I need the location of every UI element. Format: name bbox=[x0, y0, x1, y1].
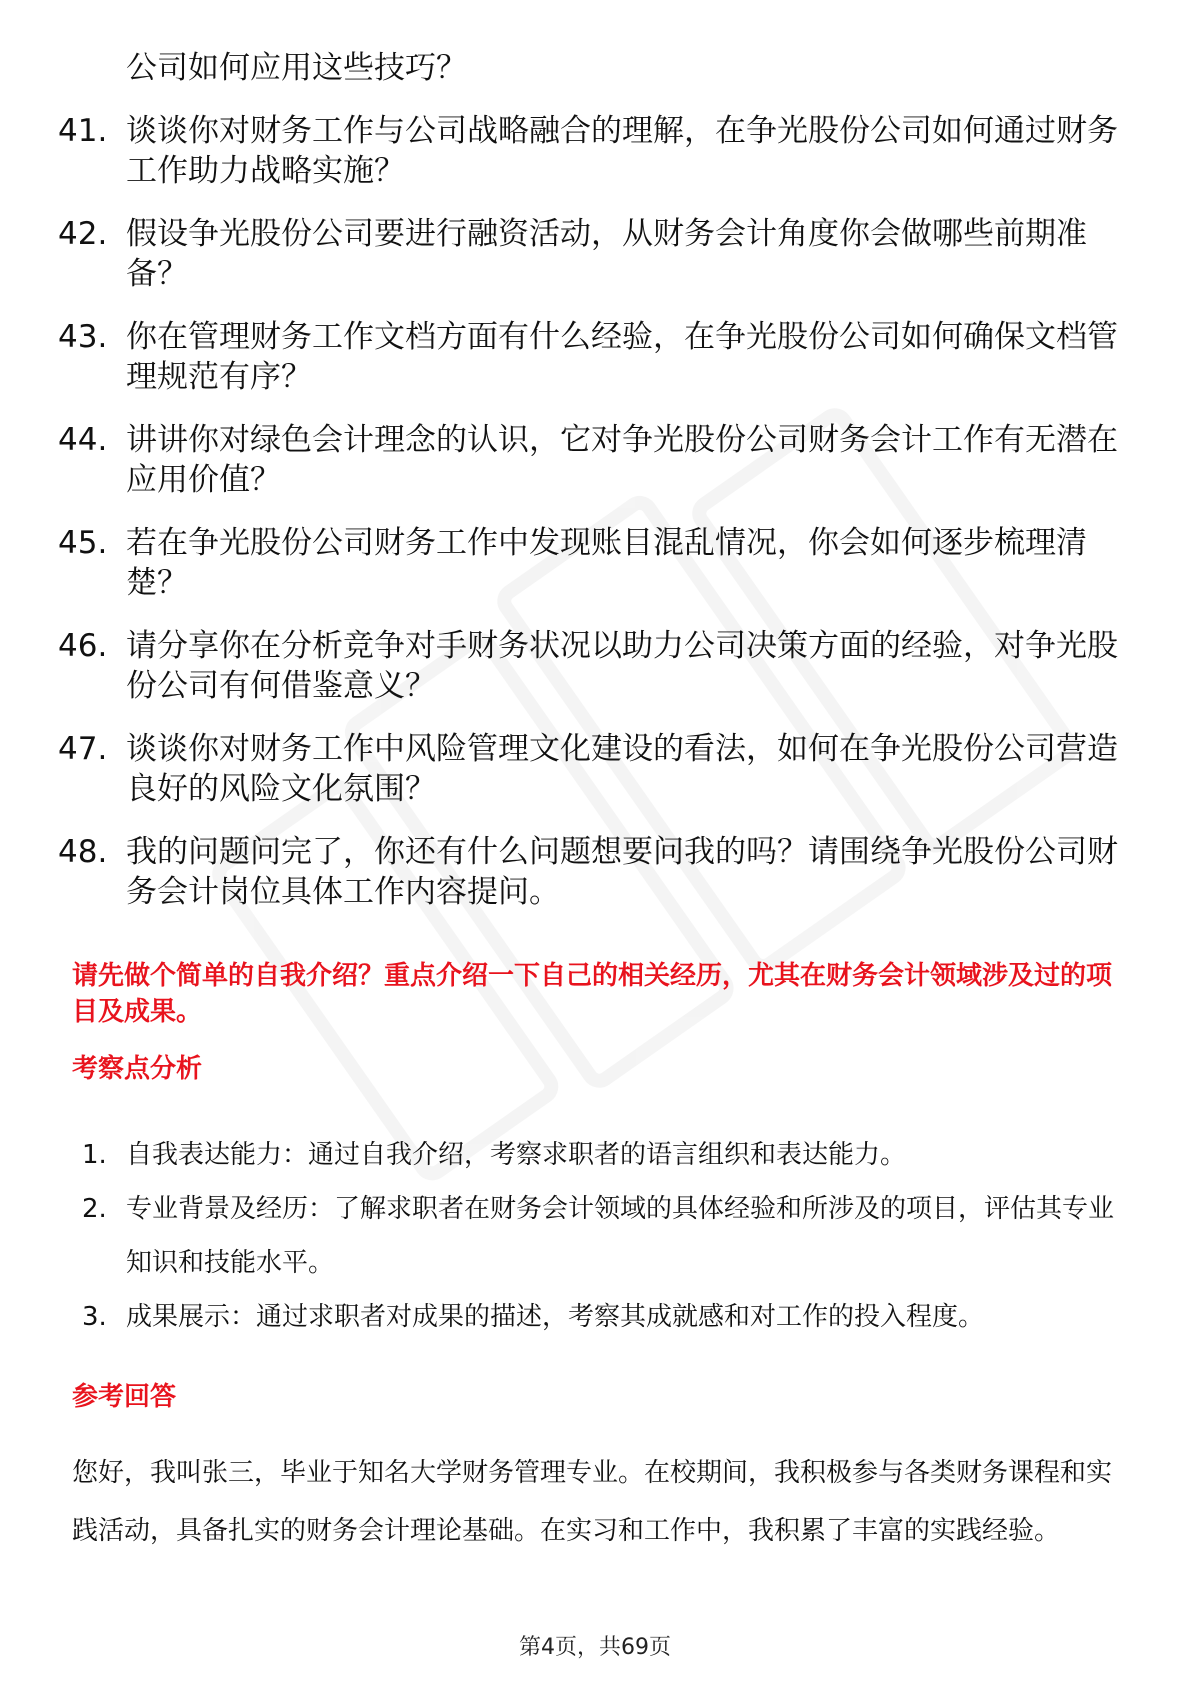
question-text: 若在争光股份公司财务工作中发现账目混乱情况，你会如何逐步梳理清楚？ bbox=[126, 525, 1087, 601]
answer-title: 参考回答 bbox=[72, 1382, 177, 1412]
analysis-point-number: 1. bbox=[82, 1140, 107, 1170]
question-list bbox=[58, 48, 1118, 935]
analysis-point-text: 成果展示：通过求职者对成果的描述，考察其成就感和对工作的投入程度。 bbox=[126, 1302, 985, 1332]
question-text: 谈谈你对财务工作与公司战略融合的理解，在争光股份公司如何通过财务工作助力战略实施？ bbox=[126, 113, 1118, 189]
analysis-point bbox=[82, 1290, 1122, 1344]
question-number: 45. bbox=[58, 525, 108, 561]
question-text: 请分享你在分析竞争对手财务状况以助力公司决策方面的经验，对争光股份公司有何借鉴意义？ bbox=[126, 628, 1118, 704]
question-text: 我的问题问完了，你还有什么问题想要问我的吗？请围绕争光股份公司财务会计岗位具体工作内容提问。 bbox=[126, 834, 1118, 910]
question-item bbox=[58, 626, 1118, 706]
analysis-point bbox=[82, 1128, 1122, 1182]
question-item bbox=[58, 317, 1118, 397]
question-text: 讲讲你对绿色会计理念的认识，它对争光股份公司财务会计工作有无潜在应用价值？ bbox=[126, 422, 1118, 498]
question-text: 公司如何应用这些技巧？ bbox=[126, 50, 467, 86]
question-text: 假设争光股份公司要进行融资活动，从财务会计角度你会做哪些前期准备？ bbox=[126, 216, 1087, 292]
question-item bbox=[58, 729, 1118, 809]
analysis-point-text: 自我表达能力：通过自我介绍，考察求职者的语言组织和表达能力。 bbox=[126, 1140, 907, 1170]
question-item bbox=[58, 523, 1118, 603]
question-item bbox=[58, 111, 1118, 191]
analysis-point-list bbox=[82, 1128, 1122, 1344]
question-text: 谈谈你对财务工作中风险管理文化建设的看法，如何在争光股份公司营造良好的风险文化氛围？ bbox=[126, 731, 1118, 807]
question-number: 46. bbox=[58, 628, 108, 664]
question-number: 43. bbox=[58, 319, 108, 355]
analysis-point-number: 2. bbox=[82, 1194, 107, 1224]
question-number: 41. bbox=[58, 113, 108, 149]
analysis-title: 考察点分析 bbox=[72, 1054, 203, 1084]
question-text: 你在管理财务工作文档方面有什么经验，在争光股份公司如何确保文档管理规范有序？ bbox=[126, 319, 1118, 395]
analysis-point-text: 专业背景及经历：了解求职者在财务会计领域的具体经验和所涉及的项目，评估其专业知识和技能水平。 bbox=[126, 1194, 1115, 1278]
question-item bbox=[58, 214, 1118, 294]
question-number: 44. bbox=[58, 422, 108, 458]
question-number: 47. bbox=[58, 731, 108, 767]
question-item bbox=[58, 48, 1118, 88]
question-item bbox=[58, 420, 1118, 500]
page-footer: 第4页，共69页 bbox=[519, 1635, 671, 1660]
highlight-question: 请先做个简单的自我介绍？重点介绍一下自己的相关经历，尤其在财务会计领域涉及过的项目及成果。 bbox=[72, 961, 1113, 1027]
question-number: 48. bbox=[58, 834, 108, 870]
analysis-point-number: 3. bbox=[82, 1302, 107, 1332]
question-item bbox=[58, 832, 1118, 912]
analysis-point bbox=[82, 1182, 1122, 1290]
answer-paragraph: 您好，我叫张三，毕业于知名大学财务管理专业。在校期间，我积极参与各类财务课程和实践活动，具备扎实的财务会计理论基础。在实习和工作中，我积累了丰富的实践经验。 bbox=[72, 1458, 1113, 1546]
question-number: 42. bbox=[58, 216, 108, 252]
